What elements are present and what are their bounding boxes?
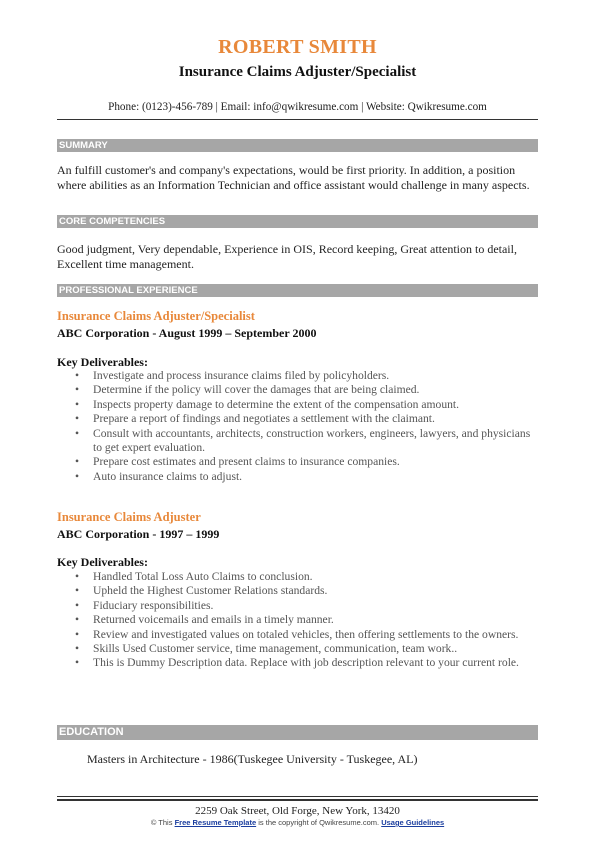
bullet-icon: • [75,412,80,426]
candidate-title: Insurance Claims Adjuster/Specialist [178,64,417,80]
list-item: • Review and investigated values on totaled vehicles, then offering settlements to the owners. [75,627,519,641]
footer-divider-thin [57,796,538,797]
list-item: • Prepare a report of findings and negotiates a settlement with the claimant. [75,412,435,426]
bullet-icon: • [75,397,80,411]
education-heading: EDUCATION [57,725,538,740]
bullet-icon: • [75,613,80,627]
competencies-text: Good judgment, Very dependable, Experience in OIS, Record keeping, Great attention to detail, Excellent time management. [57,242,517,271]
header-divider [57,119,538,120]
job-bullets [57,369,537,484]
job-bullets [57,570,537,671]
list-item: • Skills Used Customer service, time management, communication, team work.. [75,642,458,656]
competencies-heading: CORE COMPETENCIES [57,215,538,228]
list-item: • Determine if the policy will cover the damages that are being claimed. [75,383,420,397]
job-title: Insurance Claims Adjuster/Specialist [57,309,255,323]
bullet-icon: • [75,584,80,598]
experience-heading: PROFESSIONAL EXPERIENCE [57,284,538,297]
copyright-prefix: © This [150,818,173,827]
list-item: • Prepare cost estimates and present claims to insurance companies. [75,455,400,469]
bullet-icon: • [75,598,80,612]
bullet-icon: • [75,426,80,440]
list-item: • Fiduciary responsibilities. [75,598,214,612]
list-item: • Returned voicemails and emails in a timely manner. [75,613,334,627]
job-company: ABC Corporation - August 1999 – September 2000 [57,326,317,340]
summary-text: An fulfill customer's and company's expectations, would be first priority. In addition, a position where abilities as an Information Technician and office assistant would challenge in many aspects. [57,163,530,192]
list-item: • Auto insurance claims to adjust. [75,469,243,483]
bullet-icon: • [75,455,80,469]
bullet-icon: • [75,627,80,641]
copyright-text: is the copyright of Qwikresume.com. [258,818,380,827]
education-entry: Masters in Architecture - 1986(Tuskegee University - Tuskegee, AL) [87,752,418,766]
list-item: • Handled Total Loss Auto Claims to conclusion. [75,570,313,583]
contact-line: Phone: (0123)-456-789 | Email: info@qwikresume.com | Website: Qwikresume.com [108,101,487,113]
list-item: • Inspects property damage to determine the extent of the compensation amount. [75,397,460,411]
list-item: • Consult with accountants, architects, construction workers, engineers, lawyers, and physicians to get expert evaluation. [75,426,531,455]
deliverables-label: Key Deliverables: [57,555,148,569]
job-title: Insurance Claims Adjuster [57,510,201,524]
footer-divider-thick [57,799,538,801]
candidate-name: ROBERT SMITH [218,36,377,58]
free-resume-template-link[interactable]: Free Resume Template [174,818,257,827]
usage-guidelines-link[interactable]: Usage Guidelines [381,818,445,827]
bullet-icon: • [75,656,80,670]
bullet-icon: • [75,642,80,656]
copyright-line [0,818,595,827]
bullet-icon: • [75,369,80,382]
list-item: • This is Dummy Description data. Replace with job description relevant to your current role. [75,656,519,670]
summary-heading: SUMMARY [57,139,538,152]
job-company: ABC Corporation - 1997 – 1999 [57,527,220,541]
deliverables-label: Key Deliverables: [57,355,148,369]
list-item: • Investigate and process insurance claims filed by policyholders. [75,369,390,382]
bullet-icon: • [75,570,80,583]
footer-address: 2259 Oak Street, Old Forge, New York, 13420 [195,805,400,817]
list-item: • Upheld the Highest Customer Relations standards. [75,584,328,598]
bullet-icon: • [75,383,80,397]
bullet-icon: • [75,469,80,483]
